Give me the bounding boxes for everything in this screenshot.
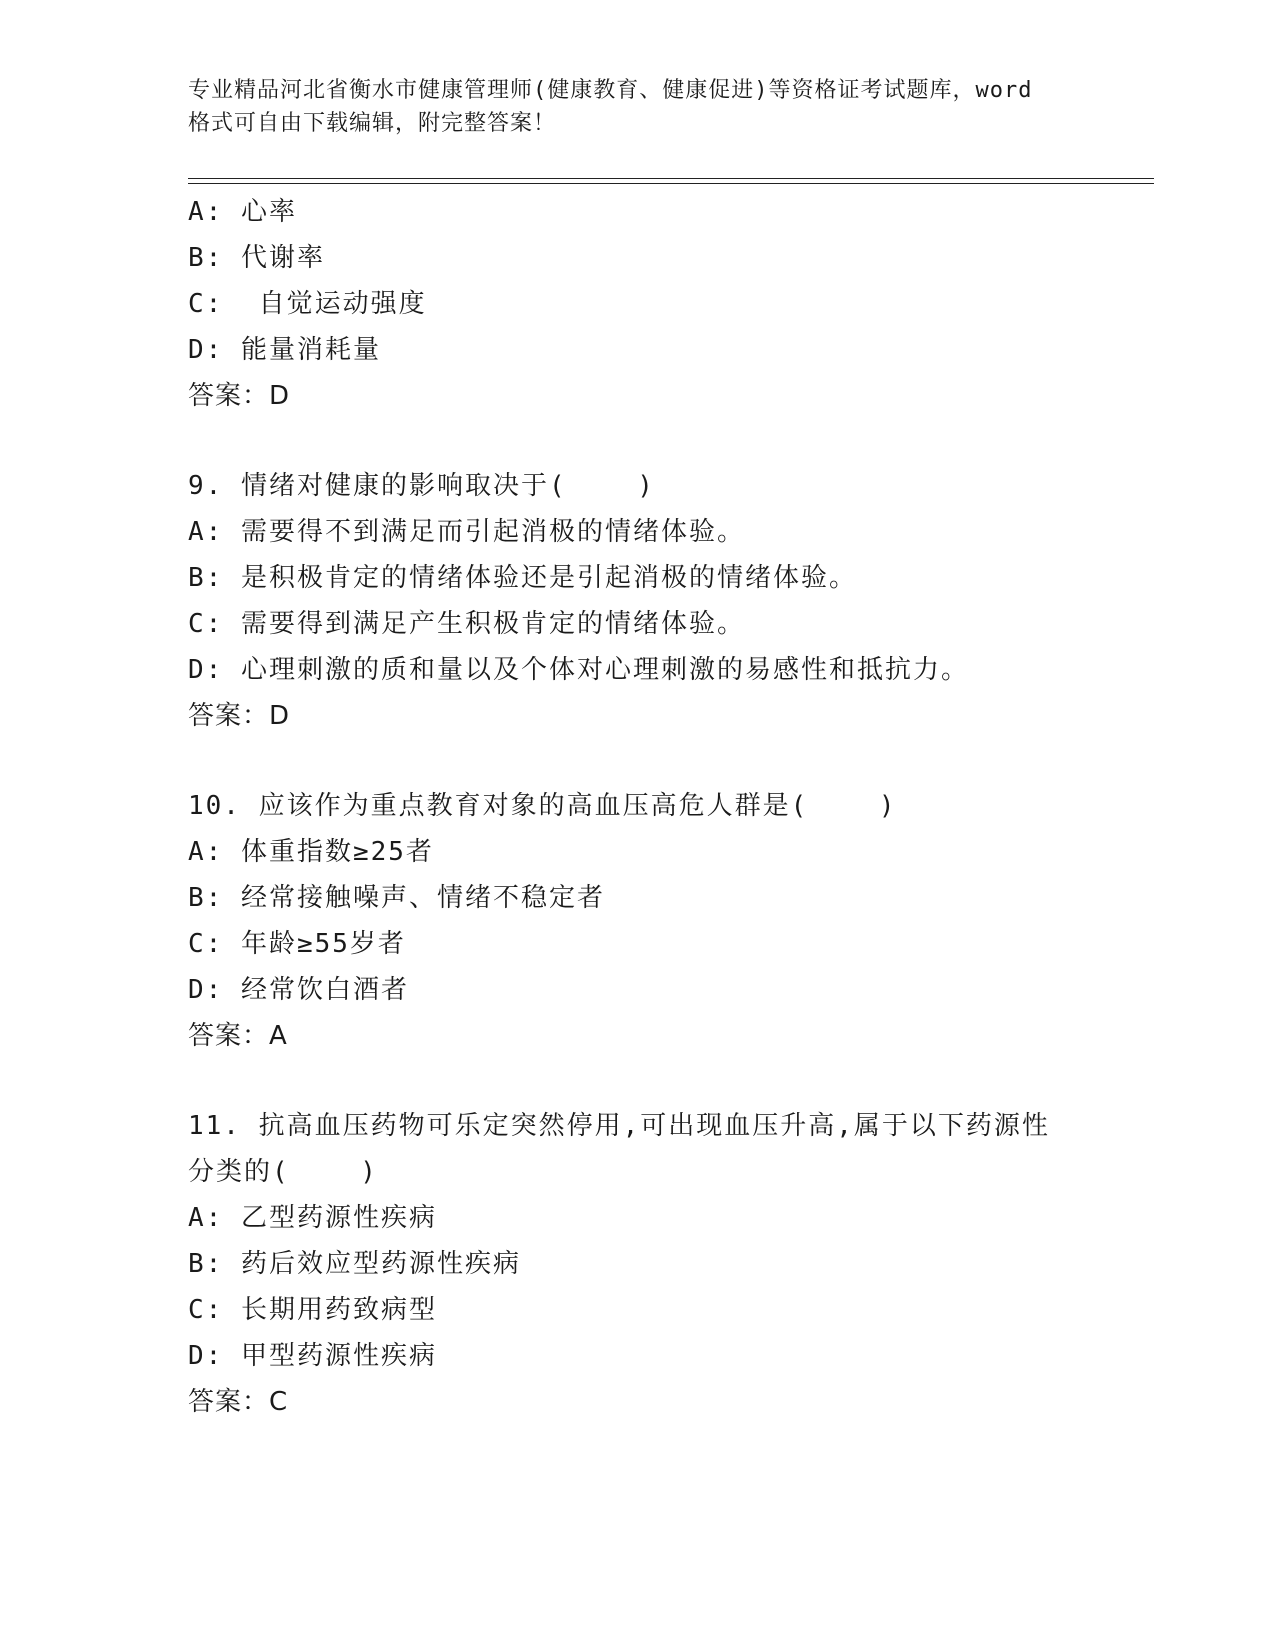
question-10 bbox=[188, 783, 1154, 1059]
question-8 bbox=[188, 189, 1154, 419]
question-title: 9. 情绪对健康的影响取决于( ) bbox=[188, 471, 655, 501]
option-d: D: 经常饮白酒者 bbox=[188, 975, 409, 1005]
option-b: B: 代谢率 bbox=[188, 243, 325, 273]
option-d: D: 能量消耗量 bbox=[188, 335, 381, 365]
header-divider bbox=[188, 178, 1154, 184]
answer: 答案：A bbox=[188, 1021, 288, 1051]
question-list bbox=[188, 189, 1154, 1425]
option-c: C: 年龄≥55岁者 bbox=[188, 929, 406, 959]
option-a: A: 体重指数≥25者 bbox=[188, 837, 434, 867]
option-c: C: 长期用药致病型 bbox=[188, 1295, 437, 1325]
answer: 答案：C bbox=[188, 1387, 289, 1417]
option-c: C: 自觉运动强度 bbox=[188, 289, 427, 319]
option-b: B: 药后效应型药源性疾病 bbox=[188, 1249, 521, 1279]
option-b: B: 经常接触噪声、情绪不稳定者 bbox=[188, 883, 605, 913]
option-a: A: 乙型药源性疾病 bbox=[188, 1203, 437, 1233]
document-header bbox=[188, 74, 1088, 140]
option-a: A: 心率 bbox=[188, 197, 297, 227]
question-11 bbox=[188, 1103, 1154, 1425]
question-title: 10. 应该作为重点教育对象的高血压高危人群是( ) bbox=[188, 791, 897, 821]
header-line-2: 格式可自由下载编辑，附完整答案！ bbox=[188, 111, 557, 136]
answer: 答案：D bbox=[188, 701, 291, 731]
option-d: D: 心理刺激的质和量以及个体对心理刺激的易感性和抵抗力。 bbox=[188, 655, 969, 685]
question-title-line-2: 分类的( ) bbox=[188, 1157, 378, 1187]
option-b: B: 是积极肯定的情绪体验还是引起消极的情绪体验。 bbox=[188, 563, 857, 593]
header-line-1: 专业精品河北省衡水市健康管理师(健康教育、健康促进)等资格证考试题库，word bbox=[188, 78, 1033, 103]
option-c: C: 需要得到满足产生积极肯定的情绪体验。 bbox=[188, 609, 745, 639]
question-9 bbox=[188, 463, 1154, 739]
question-title-line-1: 11. 抗高血压药物可乐定突然停用,可出现血压升高,属于以下药源性 bbox=[188, 1111, 1050, 1141]
option-a: A: 需要得不到满足而引起消极的情绪体验。 bbox=[188, 517, 745, 547]
answer: 答案：D bbox=[188, 381, 291, 411]
option-d: D: 甲型药源性疾病 bbox=[188, 1341, 437, 1371]
